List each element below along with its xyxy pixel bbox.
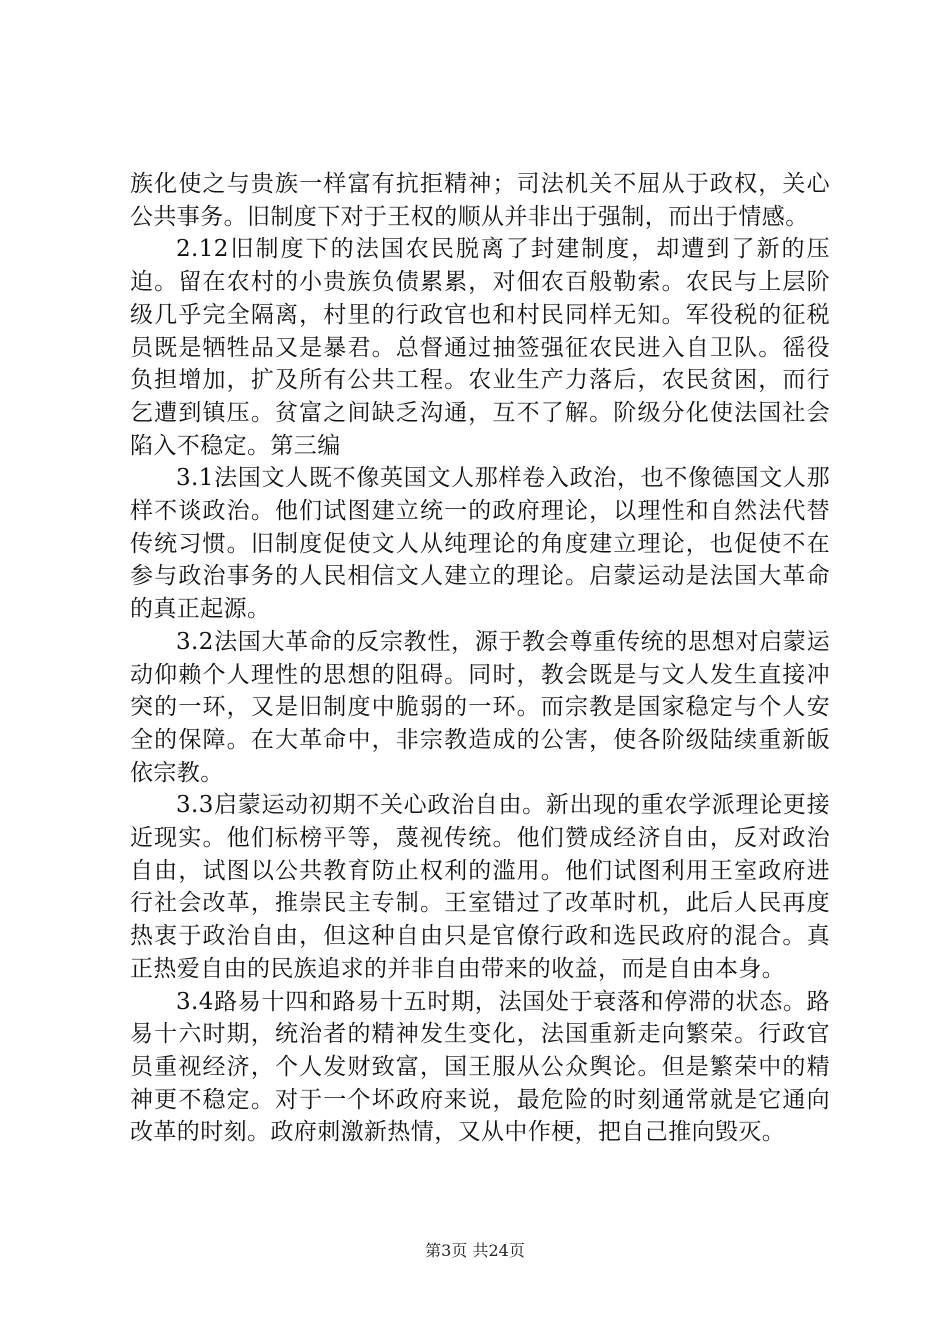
paragraph-3-4: 3.4路易十四和路易十五时期，法国处于衰落和停滞的状态。路易十六时期，统治者的精神发生变化，法国重新走向繁荣。行政官员重视经济，个人发财致富，国王服从公众舆论。但是繁荣中的精神更不稳定。对于一个坏政府来说，最危险的时刻通常就是它通向改革的时刻。政府刺激新热情，又从中作梗，把自己推向毁灭。 <box>130 988 830 1146</box>
document-body <box>130 168 830 1149</box>
paragraph-3-2: 3.2法国大革命的反宗教性，源于教会尊重传统的思想对启蒙运动仰赖个人理性的思想的阻碍。同时，教会既是与文人发生直接冲突的一环，又是旧制度中脆弱的一环。而宗教是国家稳定与个人安全的保障。在大革命中，非宗教造成的公害，使各阶级陆续重新皈依宗教。 <box>130 628 830 786</box>
paragraph-3-1: 3.1法国文人既不像英国文人那样卷入政治，也不像德国文人那样不谈政治。他们试图建立统一的政府理论，以理性和自然法代替传统习惯。旧制度促使文人从纯理论的角度建立理论，也促使不在参与政治事务的人民相信文人建立的理论。启蒙运动是法国大革命的真正起源。 <box>130 465 830 623</box>
page-total: 共24页 <box>472 1241 525 1260</box>
paragraph-2-12: 2.12旧制度下的法国农民脱离了封建制度，却遭到了新的压迫。留在农村的小贵族负债累累，对佃农百般勒索。农民与上层阶级几乎完全隔离，村里的行政官也和村民同样无知。军役税的征税员既是牺牲品又是暴君。总督通过抽签强征农民进入自卫队。徭役负担增加，扩及所有公共工程。农业生产力落后，农民贫困，而行乞遭到镇压。贫富之间缺乏沟通，互不了解。阶级分化使法国社会陷入不稳定。第三编 <box>130 236 830 459</box>
paragraph-3-3: 3.3启蒙运动初期不关心政治自由。新出现的重农学派理论更接近现实。他们标榜平等，蔑视传统。他们赞成经济自由，反对政治自由，试图以公共教育防止权利的滥用。他们试图利用王室政府进行社会改革，推崇民主专制。王室错过了改革时机，此后人民再度热衷于政治自由，但这种自由只是官僚行政和选民政府的混合。真正热爱自由的民族追求的并非自由带来的收益，而是自由本身。 <box>130 792 830 982</box>
page-number: 第3页 <box>425 1241 468 1260</box>
paragraph-1: 族化使之与贵族一样富有抗拒精神；司法机关不屈从于政权，关心公共事务。旧制度下对于王权的顺从并非出于强制，而出于情感。 <box>130 171 830 230</box>
page-footer <box>0 1238 950 1261</box>
